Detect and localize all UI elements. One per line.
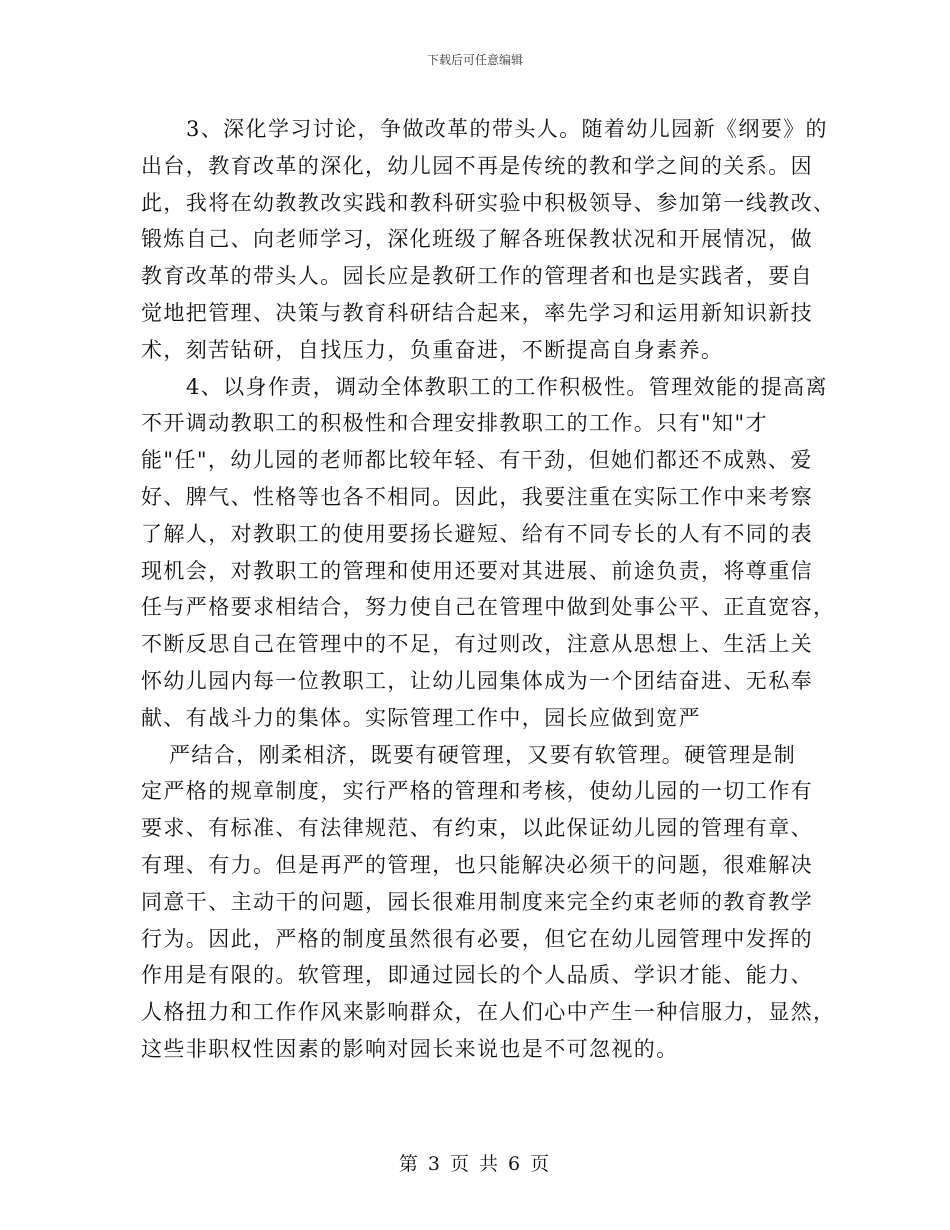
paragraph-line: 锻炼自己、向老师学习，深化班级了解各班保教状况和开展情况，做 [141,227,813,252]
paragraph-line: 了解人，对教职工的使用要扬长避短、给有不同专长的人有不同的表 [141,521,813,546]
page-footer: 第 3 页 共 6 页 [398,1153,552,1175]
paragraph-line: 教育改革的带头人。园长应是教研工作的管理者和也是实践者，要自 [141,264,813,289]
paragraph-line: 能"任"，幼儿园的老师都比较年轻、有干劲，但她们都还不成熟、爱 [141,448,813,473]
paragraph-line: 觉地把管理、决策与教育科研结合起来，率先学习和运用新知识新技 [141,300,813,325]
paragraph-line: 有理、有力。但是再严的管理，也只能解决必须干的问题，很难解决 [141,852,813,877]
paragraph-line: 严结合，刚柔相济，既要有硬管理，又要有软管理。硬管理是制 [169,742,797,767]
paragraph-line: 人格扭力和工作作风来影响群众，在人们心中产生一种信服力，显然， [141,1000,836,1025]
paragraph-line: 任与严格要求相结合，努力使自己在管理中做到处事公平、正直宽容， [141,595,836,620]
page-header: 下载后可任意编辑 [426,53,523,67]
paragraph-line: 此，我将在幼教教改实践和教科研实验中积极领导、参加第一线教改、 [141,190,836,215]
paragraph-line: 这些非职权性因素的影响对园长来说也是不可忽视的。 [141,1036,679,1061]
document-body [141,111,836,1068]
paragraph-continuation [141,737,836,1068]
paragraph-line: 现机会，对教职工的管理和使用还要对其进展、前途负责，将尊重信 [141,558,813,583]
paragraph-line: 好、脾气、性格等也各不相同。因此，我要注重在实际工作中来考察 [141,484,813,509]
paragraph-4 [141,369,836,737]
paragraph-line: 3、深化学习讨论，争做改革的带头人。随着幼儿园新《纲要》的 [186,117,828,141]
paragraph-line: 出台，教育改革的深化，幼儿园不再是传统的教和学之间的关系。因 [141,153,813,178]
paragraph-line: 怀幼儿园内每一位教职工，让幼儿园集体成为一个团结奋进、无私奉 [141,668,813,693]
paragraph-line: 4、以身作责，调动全体教职工的工作积极性。管理效能的提高离 [186,374,828,399]
paragraph-line: 不开调动教职工的积极性和合理安排教职工的工作。只有"知"才 [141,411,768,436]
paragraph-3 [141,111,836,369]
paragraph-line: 术，刻苦钻研，自找压力，负重奋进，不断提高自身素养。 [141,337,724,362]
paragraph-line: 同意干、主动干的问题，园长很难用制度来完全约束老师的教育教学 [141,889,813,914]
paragraph-line: 要求、有标准、有法律规范、有约束，以此保证幼儿园的管理有章、 [141,816,813,841]
paragraph-line: 献、有战斗力的集体。实际管理工作中，园长应做到宽严 [141,705,701,730]
paragraph-line: 不断反思自己在管理中的不足，有过则改，注意从思想上、生活上关 [141,632,813,657]
paragraph-line: 作用是有限的。软管理，即通过园长的个人品质、学识才能、能力、 [141,963,813,988]
paragraph-line: 行为。因此，严格的制度虽然很有必要，但它在幼儿园管理中发挥的 [141,926,813,951]
paragraph-line: 定严格的规章制度，实行严格的管理和考核，使幼儿园的一切工作有 [141,779,813,804]
